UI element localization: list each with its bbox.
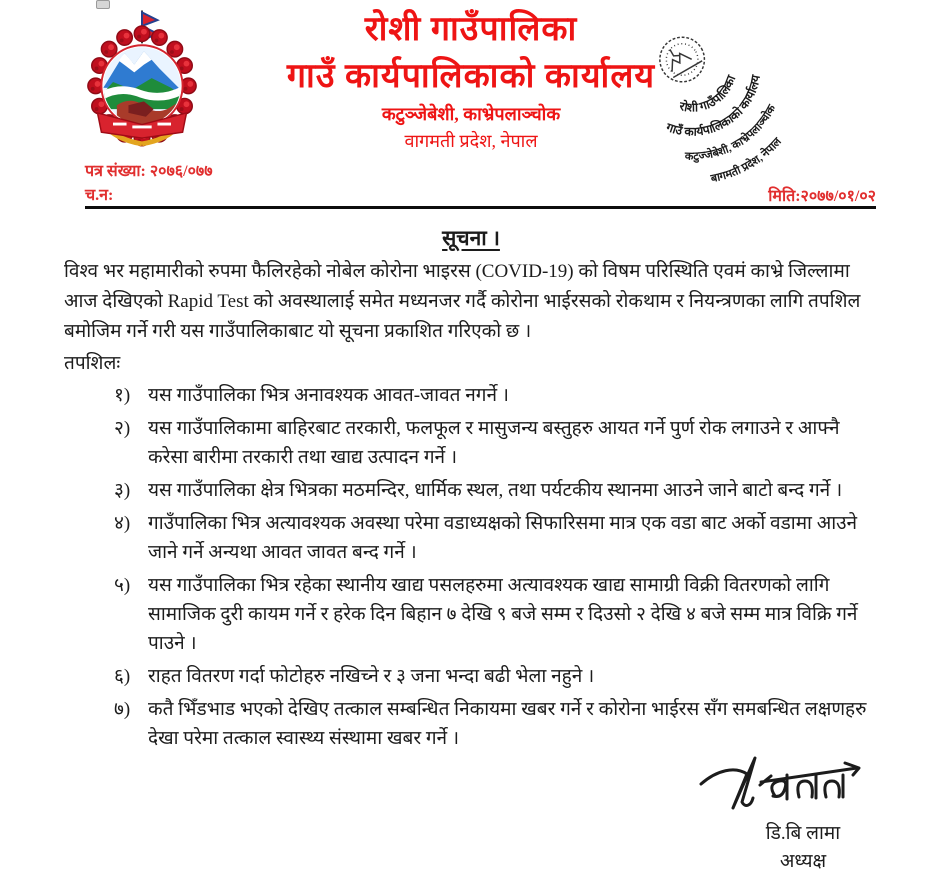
list-item-text: कतै भिँडभाड भएको देखिए तत्काल सम्बन्धित निकायमा खबर गर्ने र कोरोना भाईरस सँग समबन्धित लक्षणहरु देखा परेमा तत्काल स्वास्थ्य संस्थामा खबर गर्ने । — [148, 699, 867, 749]
stamp-text-line2: गाउँ कार्यपालिकाको कार्यालय — [664, 73, 763, 139]
notice-intro-paragraph: विश्व भर महामारीको रुपमा फैलिरहेको नोबेल कोरोना भाइरस (COVID-19) को विषम परिस्थिति एवमं काभ्रे जिल्लामा आज देखिएको Rapid Test को अवस्थालाई समेत मध्यनजर गर्दै कोरोना भाईरसको रोकथाम र नियन्त्रणका लागि तपशिल बमोजिम गर्ने गरी यस गाउँपालिकाबाट यो सूचना प्रकाशित गरिएको छ । — [64, 261, 861, 342]
stamp-text-line3: कटुज्जेबेशी, काभ्रेपलाञ्चोक — [684, 102, 779, 163]
signatory-block — [728, 820, 878, 876]
list-item — [114, 509, 880, 567]
list-item-text: राहत वितरण गर्दा फोटोहरु नखिच्ने र ३ जना भन्दा बढी भेला नहुने । — [148, 666, 595, 687]
list-item — [114, 414, 880, 472]
list-item-number: ३) — [114, 480, 131, 501]
list-item-text: यस गाउँपालिका भित्र रहेका स्थानीय खाद्य पसलहरुमा अत्यावश्यक खाद्य सामाग्री विक्री वितरणको लागि सामाजिक दुरी कायम गर्ने र हरेक दिन बिहान ७ देखि ९ बजे सम्म र दिउसो २ देखि ४ बजे सम्म मात्र विक्रि गर्ने पाउने । — [148, 575, 858, 654]
notice-title: सूचना । — [442, 226, 500, 250]
notice-list — [114, 381, 880, 753]
header-divider — [85, 206, 876, 209]
reference-block — [85, 160, 213, 208]
list-item-text: गाउँपालिका भित्र अत्यावश्यक अवस्था परेमा वडाध्यक्षको सिफारिसमा मात्र एक वडा बाट अर्को वडामा आउने जाने गर्ने अन्यथा आवत जावत बन्द गर्ने । — [148, 513, 858, 563]
list-item-number: २) — [114, 418, 131, 439]
list-item — [114, 662, 880, 691]
list-item — [114, 476, 880, 505]
office-title-line1: रोशी गाउँपालिका — [364, 11, 578, 48]
office-address-line2: वागमती प्रदेश, नेपाल — [404, 131, 538, 151]
list-item — [114, 571, 880, 658]
dispatch-number: च.न: — [85, 187, 114, 204]
list-item — [114, 381, 880, 410]
stamp-text-line1: रोशी गाउँपालिका — [678, 73, 739, 115]
list-item-number: ६) — [114, 666, 131, 687]
details-label: तपशिलः — [64, 353, 121, 374]
signature-scribble — [695, 750, 871, 822]
stamp-text-line4: बागमती प्रदेश, नेपाल — [709, 135, 784, 186]
list-item-text: यस गाउँपालिकामा बाहिरबाट तरकारी, फलफूल र मासुजन्य बस्तुहरु आयत गर्ने पुर्ण रोक लगाउने र आफ्नै करेसा बारीमा तरकारी तथा खाद्य उत्पादन गर्ने । — [148, 418, 840, 468]
list-item-number: ७) — [114, 699, 131, 720]
notice-body — [64, 257, 880, 757]
list-item-number: ४) — [114, 513, 131, 534]
list-item-number: १) — [114, 385, 131, 406]
office-address-line1: कटुञ्जेबेशी, काभ्रेपलाञ्चोक — [381, 104, 561, 124]
list-item-text: यस गाउँपालिका क्षेत्र भित्रका मठमन्दिर, धार्मिक स्थल, तथा पर्यटकीय स्थानमा आउने जाने बाटो बन्द गर्ने । — [148, 480, 843, 501]
signatory-designation: अध्यक्ष — [779, 851, 827, 872]
signatory-name: डि.बि लामा — [765, 823, 841, 844]
list-item — [114, 695, 880, 753]
list-item-number: ५) — [114, 575, 131, 596]
list-item-text: यस गाउँपालिका भित्र अनावश्यक आवत-जावत नगर्ने । — [148, 385, 509, 406]
date-label: मिति:२०७७/०१/०२ — [768, 188, 876, 205]
ref-number: पत्र संख्या: २०७६/०७७ — [85, 163, 213, 180]
office-title-line2: गाउँ कार्यपालिकाको कार्यालय — [286, 58, 656, 95]
